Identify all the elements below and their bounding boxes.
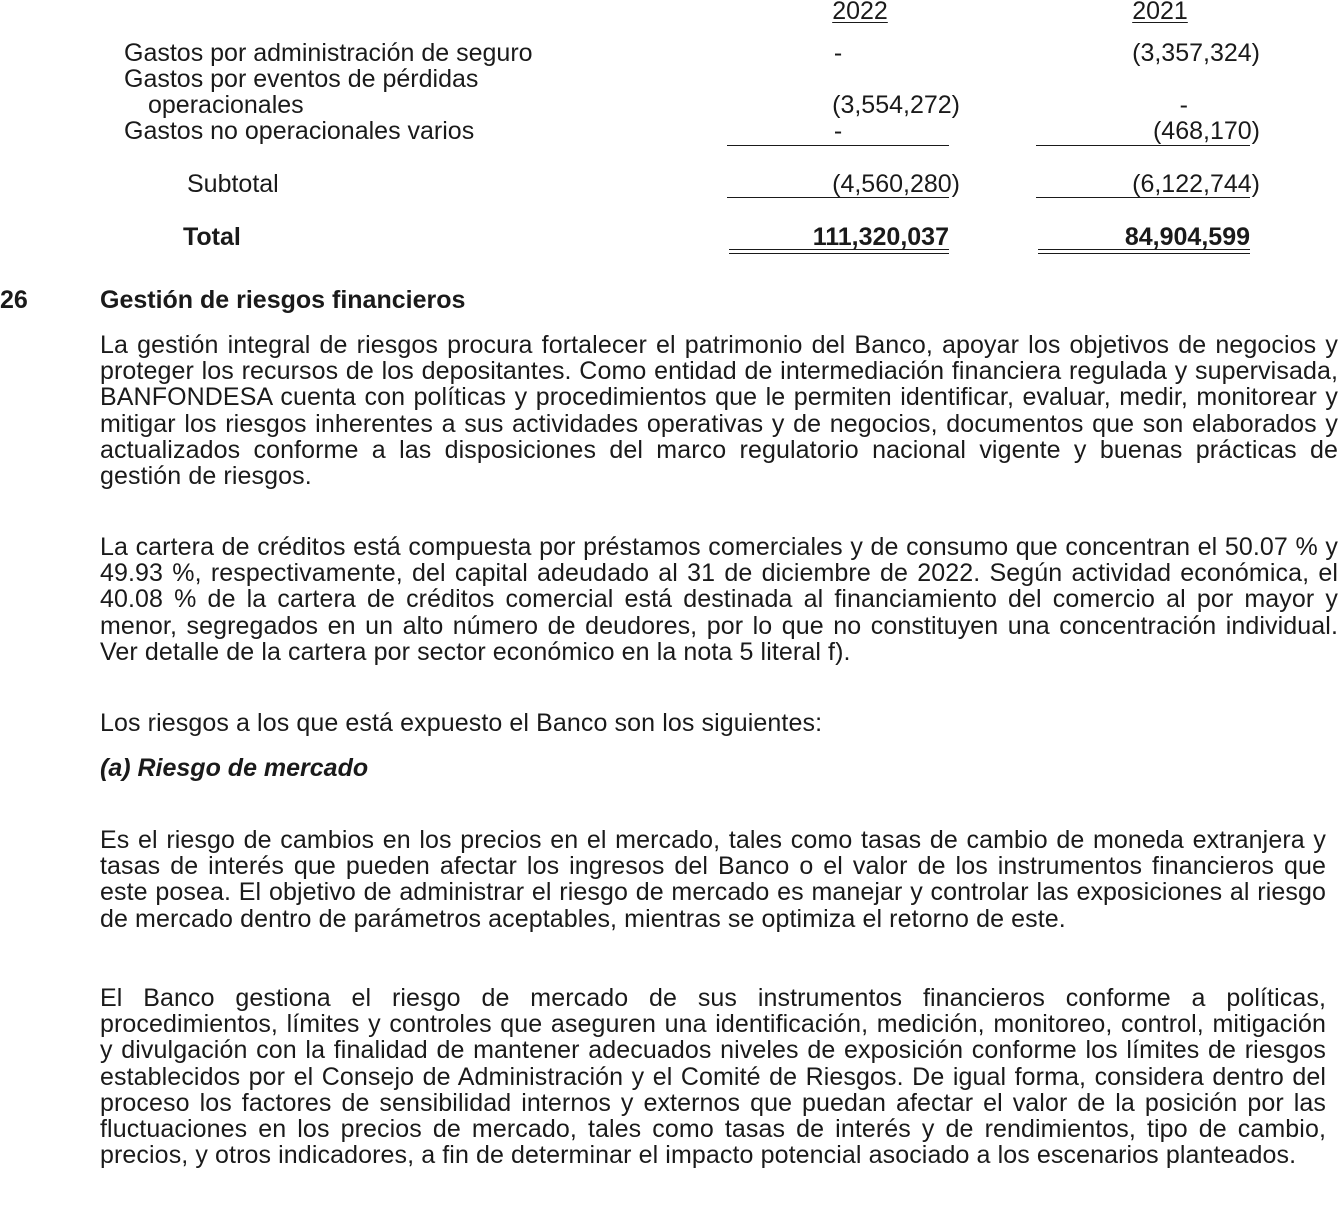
double-underline-rule (1038, 249, 1250, 250)
row-value-2021: - (1179, 91, 1188, 119)
subtotal-value-2022: (4,560,280) (832, 170, 960, 198)
double-underline-rule (729, 249, 949, 250)
paragraph: El Banco gestiona el riesgo de mercado de sus instrumentos financieros conforme a políticas, procedimientos, límites y controles que aseguren una identificación, medición, monitoreo, control, mitigación y divulgación con la finalidad de mantener adecuados niveles de exposición conforme los límites de riesgos establecidos por el Consejo de Administración y el Comité de Riesgos. De igual forma, considera dentro del proceso los factores de sensibilidad internos y externos que puedan afectar el valor de la posición por las fluctuaciones en los precios de mercado, tales como tasas de interés y de rendimientos, tipo de cambio, precios, y otros indicadores, a fin de determinar el impacto potencial asociado a los escenarios planteados. (100, 984, 1326, 1170)
underline-rule (727, 145, 949, 146)
row-label: Gastos no operacionales varios (124, 117, 475, 145)
row-label: Gastos por administración de seguro (124, 39, 533, 67)
total-value-2022: 111,320,037 (812, 223, 949, 251)
double-underline-rule (1038, 253, 1250, 254)
paragraph: Los riesgos a los que está expuesto el Banco son los siguientes: (100, 709, 823, 737)
section-title: Gestión de riesgos financieros (100, 286, 466, 314)
double-underline-rule (729, 253, 949, 254)
row-value-2022: (3,554,272) (832, 91, 960, 119)
paragraph: La gestión integral de riesgos procura fortalecer el patrimonio del Banco, apoyar los objetivos de negocios y proteger los recursos de los depositantes. Como entidad de intermediación financiera regulada y supervisada, BANFONDESA cuenta con políticas y procedimientos que le permiten identificar, evaluar, medir, monitorear y mitigar los riesgos inherentes a sus actividades operativas y de negocios, documentos que son elaborados y actualizados conforme a las disposiciones del marco regulatorio nacional vigente y buenas prácticas de gestión de riesgos. (100, 331, 1338, 491)
row-value-2022: - (833, 117, 843, 145)
underline-rule (727, 197, 949, 198)
column-header-2021: 2021 (1132, 0, 1188, 25)
subtotal-value-2021: (6,122,744) (1132, 170, 1260, 198)
subtotal-label: Subtotal (187, 170, 279, 198)
underline-rule (1036, 145, 1250, 146)
row-value-2021: (3,357,324) (1132, 39, 1260, 67)
row-label: Gastos por eventos de pérdidas (124, 65, 479, 93)
paragraph: Es el riesgo de cambios en los precios en el mercado, tales como tasas de cambio de moneda extranjera y tasas de interés que pueden afectar los ingresos del Banco o el valor de los instrumentos financieros que este posea. El objetivo de administrar el riesgo de mercado es manejar y controlar las exposiciones al riesgo de mercado dentro de parámetros aceptables, mientras se optimiza el retorno de este. (100, 826, 1326, 933)
total-label: Total (183, 223, 241, 251)
row-value-2022: - (833, 39, 843, 67)
column-header-2022: 2022 (832, 0, 888, 25)
row-label-continued: operacionales (148, 91, 304, 119)
subsection-title: (a) Riesgo de mercado (100, 754, 369, 782)
paragraph: La cartera de créditos está compuesta por préstamos comerciales y de consumo que concentran el 50.07 % y 49.93 %, respectivamente, del capital adeudado al 31 de diciembre de 2022. Según actividad económica, el 40.08 % de la cartera de créditos comercial está destinada al financiamiento del comercio al por mayor y menor, segregados en un alto número de deudores, por lo que no constituyen una concentración individual. Ver detalle de la cartera por sector económico en la nota 5 literal f). (100, 533, 1338, 666)
section-number: 26 (0, 286, 28, 314)
underline-rule (1036, 197, 1250, 198)
row-value-2021: (468,170) (1152, 117, 1260, 145)
total-value-2021: 84,904,599 (1124, 223, 1250, 251)
